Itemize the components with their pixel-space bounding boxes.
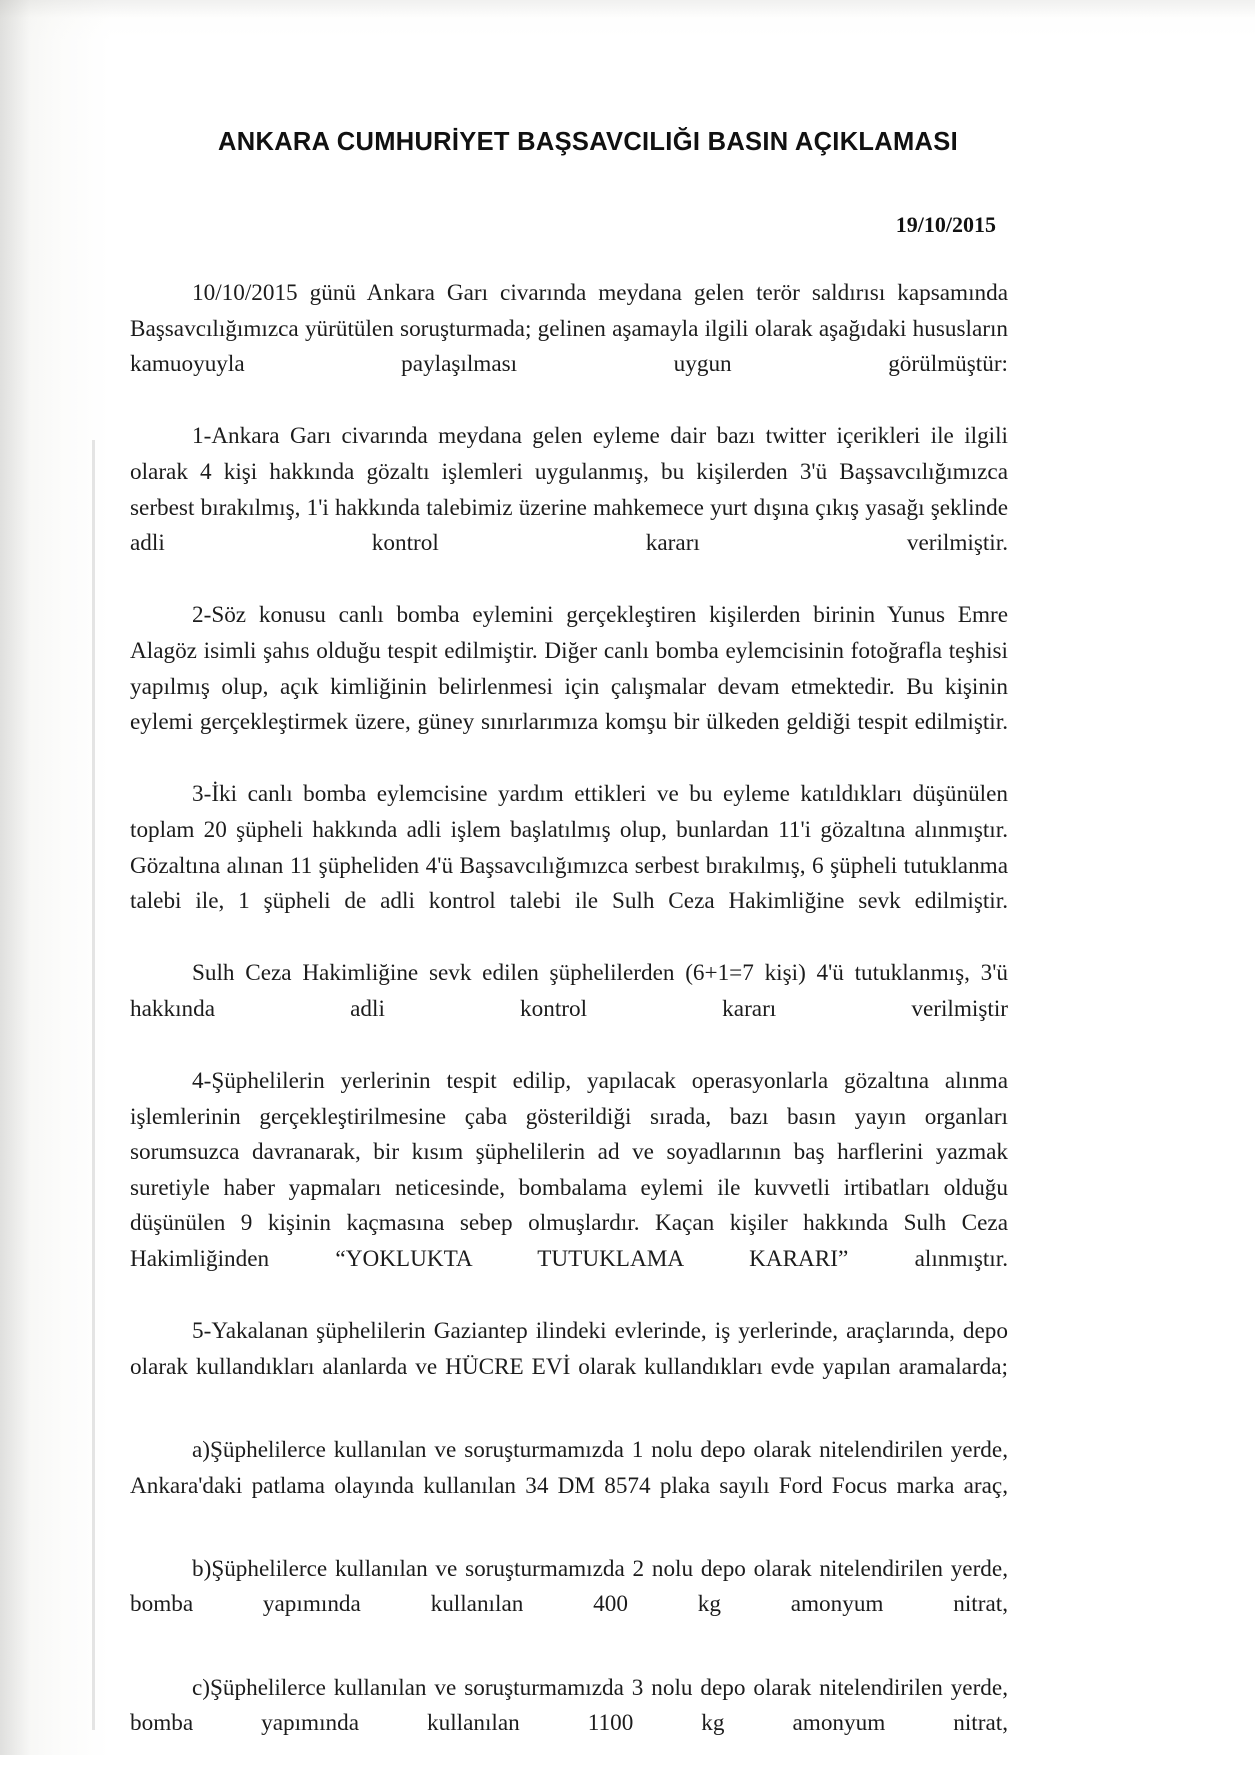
paragraph-item-3-followup: Sulh Ceza Hakimliğine sevk edilen şüphelilerden (6+1=7 kişi) 4'ü tutuklanmış, 3'ü hakkında adli kontrol kararı verilmiştir: [130, 960, 1008, 1022]
paragraph-item-5b: b)Şüphelilerce kullanılan ve soruşturmamızda 2 nolu depo olarak nitelendirilen yerde, bomba yapımında kullanılan 400 kg amonyum nitrat,: [130, 1555, 1008, 1618]
page-title: ANKARA CUMHURİYET BAŞSAVCILIĞI BASIN AÇIKLAMASI: [218, 128, 958, 156]
paragraph-item-3: 3-İki canlı bomba eylemcisine yardım ettikleri ve bu eyleme katıldıkları düşünülen toplam 20 şüpheli hakkında adli işlem başlatılmış olup, bunlardan 11'i gözaltına alınmıştır. Gözaltına alınan 11 şüpheliden 4'ü Başsavcılığımızca serbest bırakılmış, 6 şüpheli tutuklanma talebi ile, 1 şüpheli de adli kontrol talebi ile Sulh Ceza Hakimliğine sevk edilmiştir.: [130, 781, 1008, 915]
document-content: [130, 0, 1008, 1777]
paragraph-item-1: 1-Ankara Garı civarında meydana gelen eyleme dair bazı twitter içerikleri ile ilgili olarak 4 kişi hakkında gözaltı işlemleri uygulanmış, bu kişilerden 3'ü Başsavcılığımızca serbest bırakılmış, 1'i hakkında talebimiz üzerine mahkemece yurt dışına çıkış yasağı şeklinde adli kontrol kararı verilmiştir.: [130, 423, 1008, 557]
document-body: [130, 276, 1008, 1777]
paragraph-item-4: 4-Şüphelilerin yerlerinin tespit edilip, yapılacak operasyonlarla gözaltına alınma işlemlerinin gerçekleştirilmesine çaba gösterildiği sırada, bazı basın yayın organları sorumsuzca davranarak, bir kısım şüphelilerin ad ve soyadlarının baş harflerini yazmak suretiyle haber yapmaları neticesinde, bombalama eylemi ile kuvvetli irtibatları olduğu düşünülen 9 kişinin kaçmasına sebep olmuşlardır. Kaçan kişiler hakkında Sulh Ceza Hakimliğinden “YOKLUKTA TUTUKLAMA KARARI” alınmıştır.: [130, 1068, 1008, 1273]
paragraph-item-5c: c)Şüphelilerce kullanılan ve soruşturmamızda 3 nolu depo olarak nitelendirilen yerde, bomba yapımında kullanılan 1100 kg amonyum nitrat,: [130, 1674, 1008, 1737]
document-date: 19/10/2015: [895, 212, 996, 237]
paragraph-intro: 10/10/2015 günü Ankara Garı civarında meydana gelen terör saldırısı kapsamında Başsavcılığımızca yürütülen soruşturmada; gelinen aşamayla ilgili olarak aşağıdaki hususların kamuoyuyla paylaşılması uygun görülmüştür:: [130, 280, 1008, 378]
paragraph-item-2: 2-Söz konusu canlı bomba eylemini gerçekleştiren kişilerden birinin Yunus Emre Alagöz isimli şahıs olduğu tespit edilmiştir. Diğer canlı bomba eylemcisinin fotoğrafla teşhisi yapılmış olup, açık kimliğinin belirlenmesi için çalışmalar devam etmektedir. Bu kişinin eylemi gerçekleştirmek üzere, güney sınırlarımıza komşu bir ülkeden geldiği tespit edilmiştir.: [130, 602, 1008, 736]
paragraph-item-5: 5-Yakalanan şüphelilerin Gaziantep ilindeki evlerinde, iş yerlerinde, araçlarında, depo olarak kullandıkları alanlarda ve HÜCRE EVİ olarak kullandıkları evde yapılan aramalarda;: [130, 1318, 1008, 1380]
paragraph-item-5a: a)Şüphelilerce kullanılan ve soruşturmamızda 1 nolu depo olarak nitelendirilen yerde, Ankara'daki patlama olayında kullanılan 34 DM 8574 plaka sayılı Ford Focus marka araç,: [130, 1437, 1008, 1499]
